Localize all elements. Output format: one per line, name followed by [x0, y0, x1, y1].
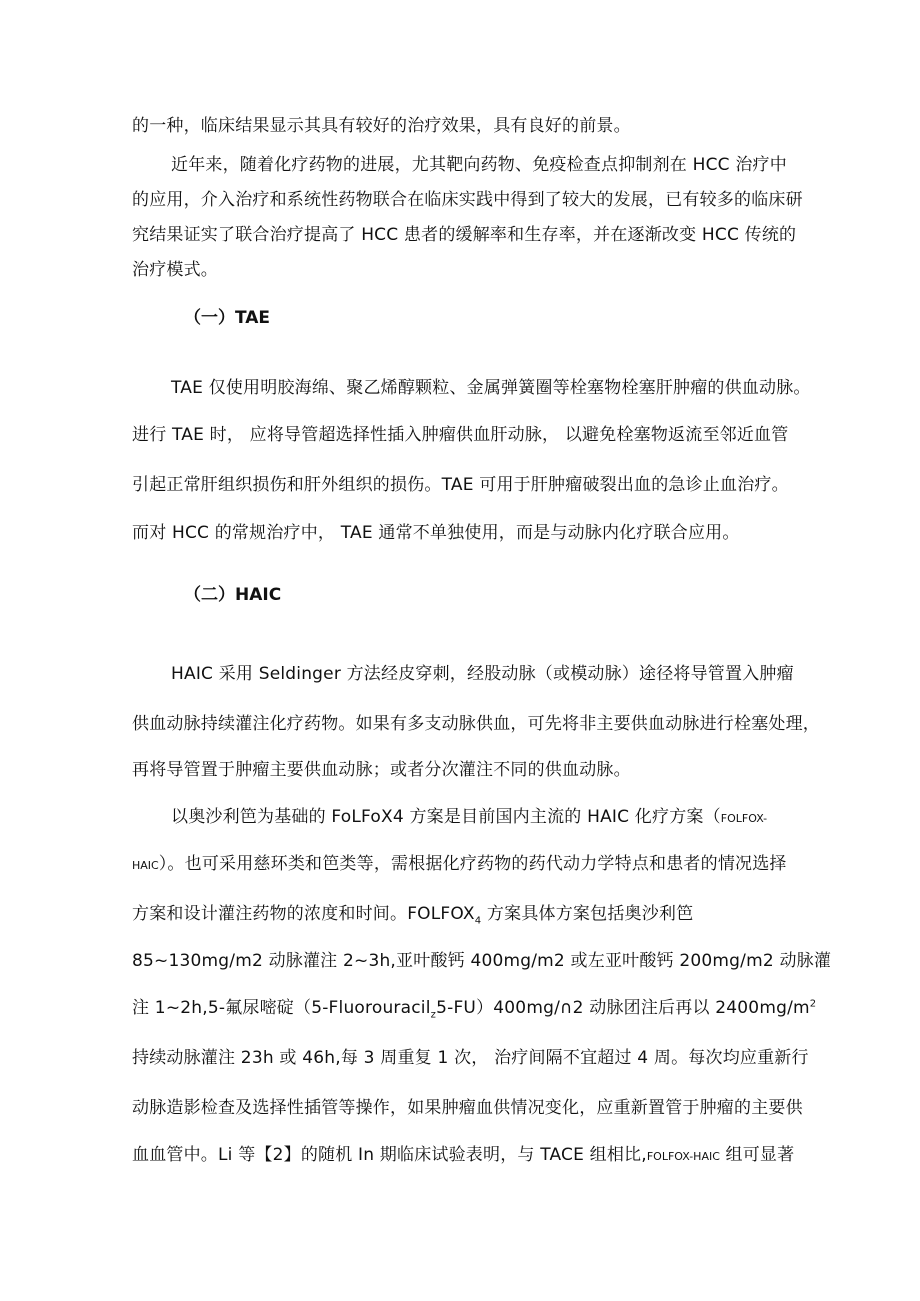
- tae-paragraph-line-3: 引起正常肝组织损伤和肝外组织的损伤。TAE 可用于肝肿瘤破裂出血的急诊止血治疗。: [132, 475, 789, 495]
- haic-paragraph-1-line-3: 再将导管置于肿瘤主要供血动脉；或者分次灌注不同的供血动脉。: [132, 760, 631, 780]
- section-heading-tae: （一）TAE: [184, 308, 271, 328]
- haic-paragraph-2-line-7: 动脉造影检查及选择性插管等操作，如果肿瘤血供情况变化，应重新置管于肿瘤的主要供: [132, 1098, 803, 1118]
- haic-paragraph-2-line-2: [132, 853, 787, 877]
- paragraph-recent-line-1: 近年来，随着化疗药物的进展，尤其靶向药物、免疫检查点抑制剂在 HCC 治疗中: [171, 155, 787, 175]
- haic-paragraph-2-line-4: 85~130mg/m2 动脉灌注 2~3h,亚叶酸钙 400mg/m2 或左亚叶酸钙 200mg/m2 动脉灌: [132, 951, 832, 971]
- folfox-abbreviation-start: FOLFOX-: [720, 812, 768, 825]
- haic-paragraph-2-line-1: [171, 806, 767, 830]
- paragraph-recent-line-2: 的应用，介入治疗和系统性药物联合在临床实践中得到了较大的发展，已有较多的临床研: [132, 190, 803, 210]
- haic-paragraph-2-line-8-text-a: 血血管中。Li 等【2】的随机 In 期临床试验表明，与 TACE 组相比,: [132, 1145, 647, 1165]
- haic-paragraph-2-line-3-text-b: 方案具体方案包括奥沙利笆: [481, 904, 694, 924]
- haic-paragraph-2-line-2-text: ）。也可采用慈环类和笆类等，需根据化疗药物的药代动力学特点和患者的情况选择: [158, 854, 787, 874]
- tae-paragraph-line-4: 而对 HCC 的常规治疗中， TAE 通常不单独使用，而是与动脉内化疗联合应用。: [132, 523, 740, 543]
- dose-unit-superscript: 2: [809, 998, 817, 1010]
- haic-paragraph-2-line-3: [132, 903, 693, 925]
- haic-paragraph-1-line-2: 供血动脉持续灌注化疗药物。如果有多支动脉供血，可先将非主要供血动脉进行栓塞处理，: [132, 714, 820, 734]
- folfox-abbreviation-end: HAIC: [132, 859, 159, 872]
- haic-paragraph-2-line-1-text: 以奥沙利笆为基础的 FoLFoX4 方案是目前国内主流的 HAIC 化疗方案（: [171, 807, 721, 827]
- folfox-subscript: 4: [474, 915, 482, 927]
- fluorouracil-subscript: z: [430, 1009, 437, 1021]
- folfox-haic-abbreviation: FOLFOX-HAIC: [646, 1150, 720, 1163]
- tae-paragraph-line-1: TAE 仅使用明胶海绵、聚乙烯醇颗粒、金属弹簧圈等栓塞物栓塞肝肿瘤的供血动脉。: [171, 378, 811, 398]
- intro-line: 的一种，临床结果显示其具有较好的治疗效果，具有良好的前景。: [132, 116, 631, 136]
- haic-paragraph-2-line-5-text-a: 注 1~2h,5-氟尿嘧碇（5-Fluorouracil: [132, 998, 431, 1018]
- haic-paragraph-2-line-6: 持续动脉灌注 23h 或 46h,每 3 周重复 1 次， 治疗间隔不宜超过 4 周。每次均应重新行: [132, 1048, 809, 1068]
- haic-paragraph-2-line-5-text-b: 5-FU）400mg/∩2 动脉团注后再以 2400mg/m: [436, 998, 810, 1018]
- haic-paragraph-2-line-5: [132, 997, 816, 1019]
- haic-paragraph-1-line-1: HAIC 采用 Seldinger 方法经皮穿刺，经股动脉（或模动脉）途径将导管置入肿瘤: [171, 664, 794, 684]
- haic-paragraph-2-line-8: [132, 1144, 794, 1168]
- section-heading-haic: （二）HAIC: [184, 585, 282, 605]
- paragraph-recent-line-4: 治疗模式。: [132, 260, 218, 280]
- haic-paragraph-2-line-3-text-a: 方案和设计灌注药物的浓度和时间。FOLFOX: [132, 904, 475, 924]
- tae-paragraph-line-2: 进行 TAE 时， 应将导管超选择性插入肿瘤供血肝动脉， 以避免栓塞物返流至邻近血管: [132, 425, 789, 445]
- paragraph-recent-line-3: 究结果证实了联合治疗提高了 HCC 患者的缓解率和生存率，并在逐渐改变 HCC 传统的: [132, 225, 797, 245]
- haic-paragraph-2-line-8-text-b: 组可显著: [719, 1145, 795, 1165]
